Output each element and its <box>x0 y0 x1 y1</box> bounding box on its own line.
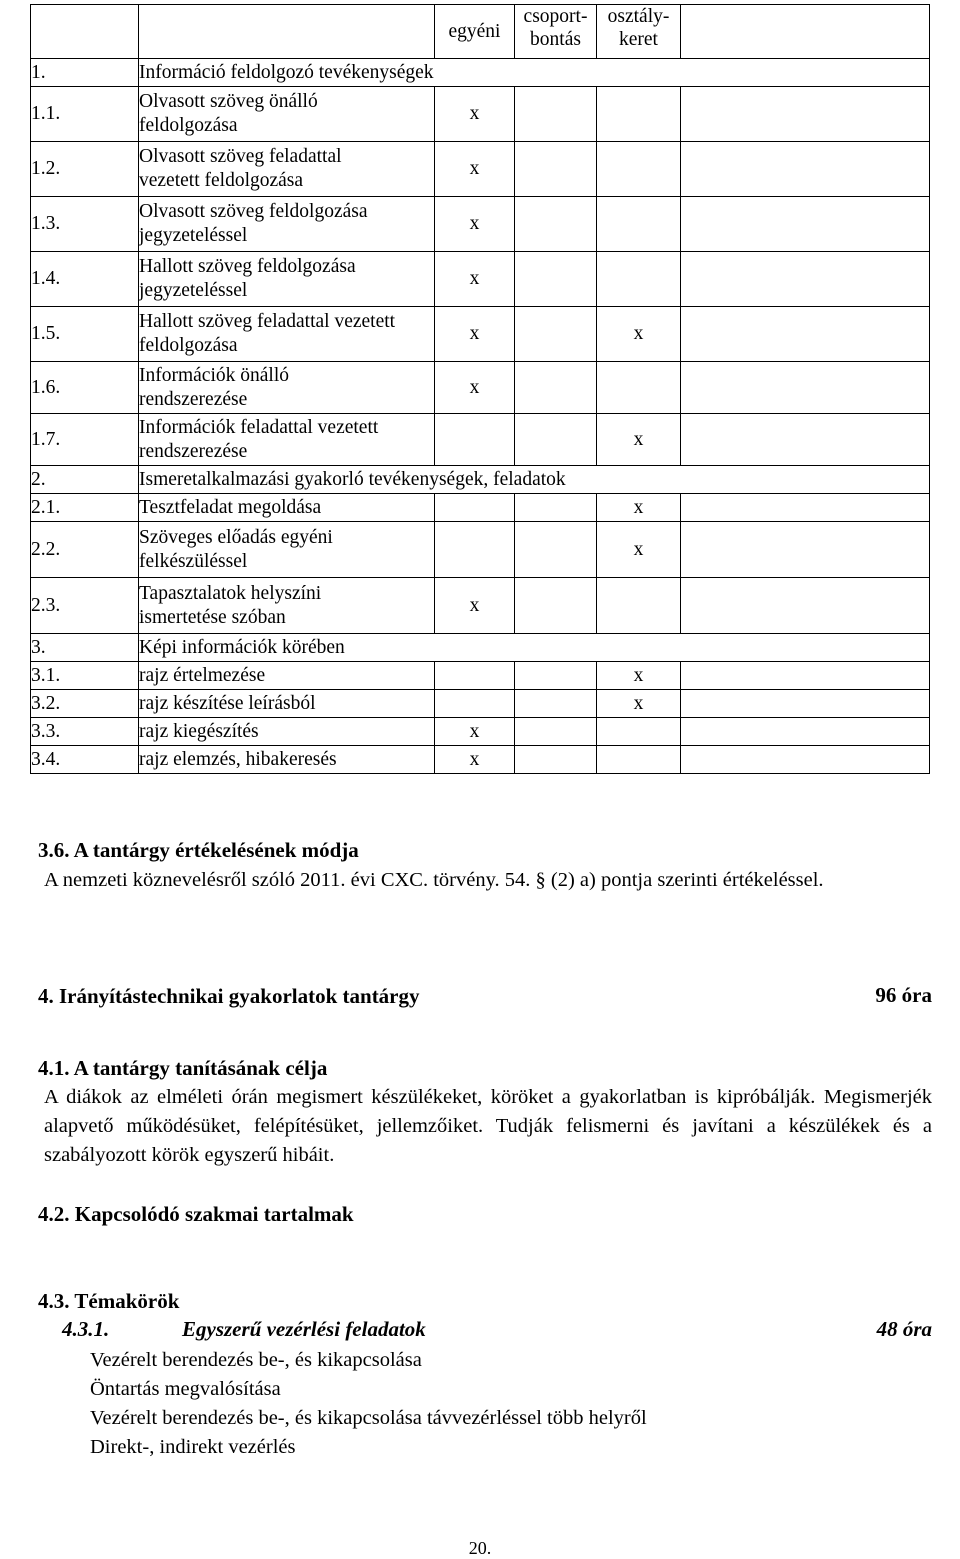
row-description <box>139 718 435 746</box>
row-description <box>139 662 435 690</box>
mark-csoportbontas <box>515 87 597 142</box>
table-row <box>31 718 930 746</box>
row-number: 1.3. <box>31 197 139 252</box>
mark-egyeni: x <box>435 362 515 414</box>
mark-csoportbontas <box>515 718 597 746</box>
table-row <box>31 746 930 774</box>
table-row <box>31 522 930 578</box>
table-row <box>31 142 930 197</box>
row-description <box>139 522 435 578</box>
header-csoport-line: bontás <box>530 29 581 50</box>
row-description-line: Szöveges előadás egyéni <box>139 526 333 548</box>
section-number: 2. <box>31 466 139 494</box>
mark-osztalykeret: x <box>597 690 681 718</box>
table-row <box>31 307 930 362</box>
row-extra-cell <box>681 578 930 634</box>
section-title: Ismeretalkalmazási gyakorló tevékenységek, feladatok <box>139 466 930 494</box>
row-description <box>139 142 435 197</box>
mark-csoportbontas <box>515 662 597 690</box>
row-description-line: rendszerezése <box>139 388 248 410</box>
row-description-line: Olvasott szöveg feladattal <box>139 146 342 167</box>
mark-egyeni: x <box>435 197 515 252</box>
mark-osztalykeret <box>597 718 681 746</box>
row-description <box>139 307 435 362</box>
row-number: 3.2. <box>31 690 139 718</box>
mark-egyeni: x <box>435 718 515 746</box>
table-row <box>31 494 930 522</box>
mark-egyeni <box>435 690 515 718</box>
aim-heading: 4.1. A tantárgy tanításának célja <box>38 1056 328 1080</box>
row-extra-cell <box>681 307 930 362</box>
row-extra-cell <box>681 142 930 197</box>
mark-egyeni <box>435 494 515 522</box>
row-number: 1.4. <box>31 252 139 307</box>
row-description <box>139 494 435 522</box>
row-description-line: vezetett feldolgozása <box>139 170 304 191</box>
topic1-hours: 48 óra <box>876 1317 932 1341</box>
table-row <box>31 87 930 142</box>
row-description <box>139 362 435 414</box>
topic1-list <box>90 1346 647 1462</box>
mark-csoportbontas <box>515 307 597 362</box>
related-heading: 4.2. Kapcsolódó szakmai tartalmak <box>38 1202 354 1226</box>
eval-heading: 3.6. A tantárgy értékelésének módja <box>38 838 359 862</box>
aim-text: A diákok az elméleti órán megismert készülékeket, köröket a gyakorlatban is kipróbálják. Megismerjék alapvető működésüket, felépítésüket, jellemzőiket. Tudják felismerni és javítani a készülékek és a szabályozott körök egyszerű hibáit. <box>44 1086 932 1166</box>
section-number: 1. <box>31 59 139 87</box>
row-description <box>139 252 435 307</box>
mark-osztalykeret <box>597 746 681 774</box>
eval-text: A nemzeti köznevelésről szóló 2011. évi CXC. törvény. 54. § (2) a) pontja szerinti értékeléssel. <box>44 869 824 891</box>
mark-egyeni <box>435 414 515 466</box>
mark-egyeni: x <box>435 307 515 362</box>
row-description-line: rajz kiegészítés <box>139 720 259 742</box>
header-egyeni: egyéni <box>435 5 515 59</box>
mark-osztalykeret: x <box>597 522 681 578</box>
row-number: 1.6. <box>31 362 139 414</box>
row-extra-cell <box>681 87 930 142</box>
row-description <box>139 578 435 634</box>
mark-csoportbontas <box>515 414 597 466</box>
header-osztaly-line: osztály- <box>607 6 670 27</box>
row-extra-cell <box>681 522 930 578</box>
row-description-line: feldolgozása <box>139 115 238 136</box>
row-description-line: rajz értelmezése <box>139 664 266 686</box>
row-description-line: ismertetése szóban <box>139 606 286 628</box>
row-extra-cell <box>681 690 930 718</box>
header-osztalykeret <box>597 5 681 59</box>
row-description-line: felkészüléssel <box>139 550 248 572</box>
row-number: 3.4. <box>31 746 139 774</box>
list-item: Vezérelt berendezés be-, és kikapcsolása távvezérléssel több helyről <box>90 1407 647 1429</box>
table-row <box>31 578 930 634</box>
row-number: 1.7. <box>31 414 139 466</box>
subject-heading: 4. Irányítástechnikai gyakorlatok tantárgy <box>38 984 420 1008</box>
mark-osztalykeret <box>597 362 681 414</box>
mark-csoportbontas <box>515 494 597 522</box>
row-number: 1.1. <box>31 87 139 142</box>
row-description-line: Hallott szöveg feldolgozása <box>139 256 356 277</box>
row-number: 3.1. <box>31 662 139 690</box>
section-title: Információ feldolgozó tevékenységek <box>139 59 930 87</box>
table-row <box>31 690 930 718</box>
mark-osztalykeret: x <box>597 307 681 362</box>
mark-osztalykeret <box>597 87 681 142</box>
header-empty-extra <box>681 5 930 59</box>
mark-csoportbontas <box>515 362 597 414</box>
row-description <box>139 414 435 466</box>
mark-egyeni: x <box>435 87 515 142</box>
row-description-line: Olvasott szöveg önálló <box>139 91 318 112</box>
mark-egyeni <box>435 522 515 578</box>
mark-osztalykeret <box>597 252 681 307</box>
table-row <box>31 197 930 252</box>
row-description <box>139 690 435 718</box>
row-description-line: Olvasott szöveg feldolgozása <box>139 201 368 222</box>
row-extra-cell <box>681 494 930 522</box>
mark-egyeni: x <box>435 578 515 634</box>
mark-egyeni: x <box>435 252 515 307</box>
row-number: 1.5. <box>31 307 139 362</box>
row-number: 3.3. <box>31 718 139 746</box>
mark-csoportbontas <box>515 522 597 578</box>
mark-egyeni: x <box>435 746 515 774</box>
mark-osztalykeret <box>597 142 681 197</box>
row-description-line: Hallott szöveg feladattal vezetett <box>139 311 396 332</box>
row-number: 2.2. <box>31 522 139 578</box>
row-description-line: feldolgozása <box>139 335 238 356</box>
mark-egyeni: x <box>435 142 515 197</box>
row-description-line: rajz készítése leírásból <box>139 692 316 714</box>
mark-csoportbontas <box>515 142 597 197</box>
topics-heading: 4.3. Témakörök <box>38 1289 180 1313</box>
list-item: Direkt-, indirekt vezérlés <box>90 1436 296 1458</box>
row-description-line: rajz elemzés, hibakeresés <box>139 748 337 770</box>
mark-csoportbontas <box>515 252 597 307</box>
mark-osztalykeret: x <box>597 494 681 522</box>
row-extra-cell <box>681 197 930 252</box>
row-number: 1.2. <box>31 142 139 197</box>
mark-csoportbontas <box>515 690 597 718</box>
header-csoport-line: csoport- <box>523 6 588 27</box>
row-extra-cell <box>681 252 930 307</box>
row-description-line: Információk önálló <box>139 364 289 386</box>
row-description-line: Tesztfeladat megoldása <box>139 496 322 518</box>
row-extra-cell <box>681 362 930 414</box>
header-osztaly-line: keret <box>619 29 658 50</box>
row-extra-cell <box>681 718 930 746</box>
row-description-line: Információk feladattal vezetett <box>139 416 379 438</box>
list-item: Öntartás megvalósítása <box>90 1378 281 1400</box>
mark-osztalykeret: x <box>597 662 681 690</box>
row-extra-cell <box>681 746 930 774</box>
row-description <box>139 197 435 252</box>
section-row <box>31 59 930 87</box>
section-row <box>31 466 930 494</box>
header-csoportbontas <box>515 5 597 59</box>
table-row <box>31 414 930 466</box>
section-row <box>31 634 930 662</box>
list-item: Vezérelt berendezés be-, és kikapcsolása <box>90 1349 422 1371</box>
row-number: 2.1. <box>31 494 139 522</box>
row-number: 2.3. <box>31 578 139 634</box>
header-empty-text <box>139 5 435 59</box>
mark-egyeni <box>435 662 515 690</box>
subject-hours: 96 óra <box>875 983 932 1007</box>
mark-csoportbontas <box>515 746 597 774</box>
mark-csoportbontas <box>515 578 597 634</box>
topic1-title: Egyszerű vezérlési feladatok <box>182 1317 426 1341</box>
activity-table <box>30 4 930 774</box>
row-extra-cell <box>681 662 930 690</box>
row-extra-cell <box>681 414 930 466</box>
row-description <box>139 746 435 774</box>
row-description-line: jegyzeteléssel <box>139 225 248 246</box>
row-description-line: Tapasztalatok helyszíni <box>139 582 322 604</box>
table-row <box>31 252 930 307</box>
section-title: Képi információk körében <box>139 634 930 662</box>
mark-osztalykeret: x <box>597 414 681 466</box>
header-empty-num <box>31 5 139 59</box>
row-description-line: rendszerezése <box>139 440 248 462</box>
section-number: 3. <box>31 634 139 662</box>
row-description <box>139 87 435 142</box>
table-row <box>31 362 930 414</box>
mark-osztalykeret <box>597 578 681 634</box>
row-description-line: jegyzeteléssel <box>139 280 248 301</box>
topic1-number: 4.3.1. <box>62 1317 110 1341</box>
table-row <box>31 662 930 690</box>
table-header-row <box>31 5 930 59</box>
mark-osztalykeret <box>597 197 681 252</box>
page-number: 20. <box>468 1538 492 1558</box>
mark-csoportbontas <box>515 197 597 252</box>
